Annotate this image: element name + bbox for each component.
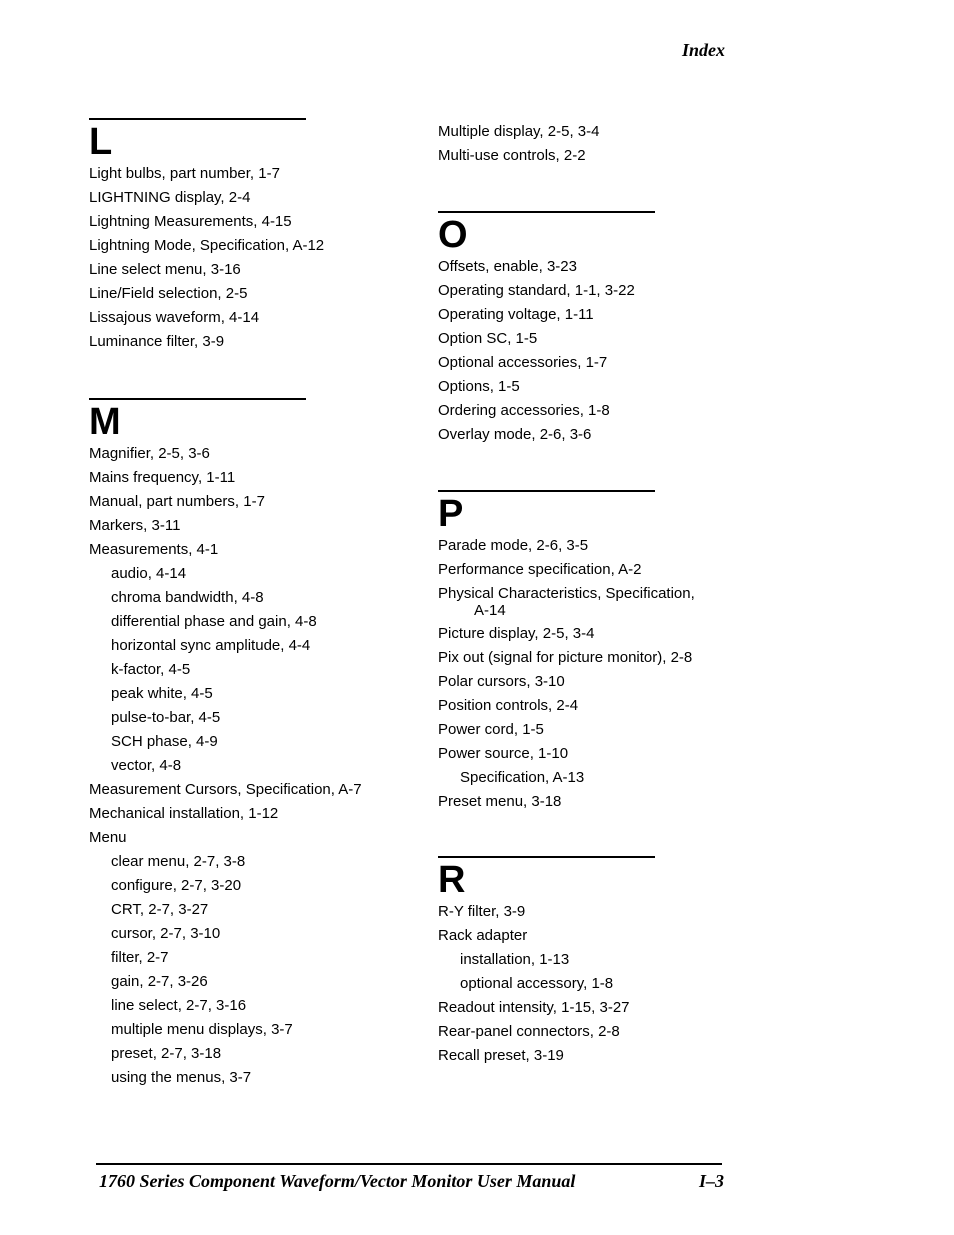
index-section-r bbox=[438, 856, 728, 1068]
index-entry: Line/Field selection, 2-5 bbox=[89, 285, 248, 302]
index-entry-continuation: A-14 bbox=[474, 602, 506, 619]
index-subentry: configure, 2-7, 3-20 bbox=[111, 877, 242, 894]
index-section-m bbox=[89, 398, 409, 1090]
index-entry: Lissajous waveform, 4-14 bbox=[89, 309, 260, 326]
index-entry: Light bulbs, part number, 1-7 bbox=[89, 165, 280, 182]
index-entry: Rack adapter bbox=[438, 927, 528, 944]
index-entry: Picture display, 2-5, 3-4 bbox=[438, 625, 595, 642]
index-entry: LIGHTNING display, 2-4 bbox=[89, 189, 251, 206]
section-letter: O bbox=[438, 214, 468, 256]
index-entry: Optional accessories, 1-7 bbox=[438, 354, 608, 371]
index-entry: Operating standard, 1-1, 3-22 bbox=[438, 282, 635, 299]
index-entry: Lightning Mode, Specification, A-12 bbox=[89, 237, 325, 254]
index-subentry: CRT, 2-7, 3-27 bbox=[111, 901, 209, 918]
index-subentry: SCH phase, 4-9 bbox=[111, 733, 218, 750]
index-entry: R-Y filter, 3-9 bbox=[438, 903, 526, 920]
index-entry: Polar cursors, 3-10 bbox=[438, 673, 565, 690]
section-letter: L bbox=[89, 121, 113, 163]
index-subentry: horizontal sync amplitude, 4-4 bbox=[111, 637, 311, 654]
index-subentry: Specification, A-13 bbox=[460, 769, 585, 786]
index-entry: Markers, 3-11 bbox=[89, 517, 181, 534]
index-entry: Ordering accessories, 1-8 bbox=[438, 402, 610, 419]
running-header: Index bbox=[681, 40, 725, 60]
index-entry: Magnifier, 2-5, 3-6 bbox=[89, 445, 210, 462]
index-entry-wrapped bbox=[438, 582, 728, 622]
index-subentry: k-factor, 4-5 bbox=[111, 661, 191, 678]
index-subentry: multiple menu displays, 3-7 bbox=[111, 1021, 293, 1038]
index-entry: Option SC, 1-5 bbox=[438, 330, 538, 347]
footer-rule bbox=[96, 1163, 722, 1165]
index-entry: Line select menu, 3-16 bbox=[89, 261, 241, 278]
index-entry: Operating voltage, 1-11 bbox=[438, 306, 594, 323]
index-entry: Menu bbox=[89, 829, 127, 846]
section-letter: M bbox=[89, 401, 121, 443]
section-rule bbox=[89, 398, 306, 400]
index-entry: Options, 1-5 bbox=[438, 378, 520, 395]
index-entry: Position controls, 2-4 bbox=[438, 697, 579, 714]
index-entry: Multiple display, 2-5, 3-4 bbox=[438, 123, 600, 140]
index-entry: Preset menu, 3-18 bbox=[438, 793, 562, 810]
index-entry: Readout intensity, 1-15, 3-27 bbox=[438, 999, 630, 1016]
index-column-right bbox=[438, 120, 728, 1068]
index-subentry: filter, 2-7 bbox=[111, 949, 169, 966]
index-subentry: audio, 4-14 bbox=[111, 565, 187, 582]
index-entry: Overlay mode, 2-6, 3-6 bbox=[438, 426, 592, 443]
index-subentry: chroma bandwidth, 4-8 bbox=[111, 589, 264, 606]
index-entry: Power cord, 1-5 bbox=[438, 721, 544, 738]
section-letter: R bbox=[438, 859, 466, 901]
index-entry-text: Physical Characteristics, Specification, bbox=[438, 585, 695, 602]
index-entry: Luminance filter, 3-9 bbox=[89, 333, 225, 350]
index-subentry: using the menus, 3-7 bbox=[111, 1069, 252, 1086]
index-entry: Manual, part numbers, 1-7 bbox=[89, 493, 265, 510]
index-entry: Rear-panel connectors, 2-8 bbox=[438, 1023, 620, 1040]
index-section-p bbox=[438, 490, 728, 814]
footer-manual-title: 1760 Series Component Waveform/Vector Monitor User Manual bbox=[99, 1171, 576, 1191]
index-entry: Pix out (signal for picture monitor), 2-8 bbox=[438, 649, 693, 666]
index-subentry: vector, 4-8 bbox=[111, 757, 182, 774]
index-entry: Measurements, 4-1 bbox=[89, 541, 219, 558]
index-subentry: clear menu, 2-7, 3-8 bbox=[111, 853, 246, 870]
index-subentry: peak white, 4-5 bbox=[111, 685, 213, 702]
index-subentry: line select, 2-7, 3-16 bbox=[111, 997, 247, 1014]
index-subentry: pulse-to-bar, 4-5 bbox=[111, 709, 221, 726]
index-entry: Offsets, enable, 3-23 bbox=[438, 258, 577, 275]
index-entry: Measurement Cursors, Specification, A-7 bbox=[89, 781, 362, 798]
index-column-left bbox=[89, 118, 409, 1090]
index-section-o bbox=[438, 211, 728, 447]
section-rule bbox=[89, 118, 306, 120]
index-entry: Mechanical installation, 1-12 bbox=[89, 805, 279, 822]
section-rule bbox=[438, 211, 655, 213]
index-entry: Power source, 1-10 bbox=[438, 745, 569, 762]
section-letter: P bbox=[438, 493, 464, 535]
index-entry: Performance specification, A-2 bbox=[438, 561, 642, 578]
index-subentry: differential phase and gain, 4-8 bbox=[111, 613, 317, 630]
section-rule bbox=[438, 856, 655, 858]
index-entry: Recall preset, 3-19 bbox=[438, 1047, 564, 1064]
index-entry: Mains frequency, 1-11 bbox=[89, 469, 236, 486]
section-rule bbox=[438, 490, 655, 492]
page-number: I–3 bbox=[698, 1171, 724, 1191]
index-entry: Lightning Measurements, 4-15 bbox=[89, 213, 292, 230]
index-subentry: gain, 2-7, 3-26 bbox=[111, 973, 208, 990]
index-subentry: preset, 2-7, 3-18 bbox=[111, 1045, 222, 1062]
index-section-m-continued bbox=[438, 120, 728, 168]
index-subentry: optional accessory, 1-8 bbox=[460, 975, 614, 992]
index-entry: Parade mode, 2-6, 3-5 bbox=[438, 537, 589, 554]
index-entry: Multi-use controls, 2-2 bbox=[438, 147, 586, 164]
index-section-l bbox=[89, 118, 409, 354]
index-subentry: cursor, 2-7, 3-10 bbox=[111, 925, 221, 942]
index-subentry: installation, 1-13 bbox=[460, 951, 570, 968]
